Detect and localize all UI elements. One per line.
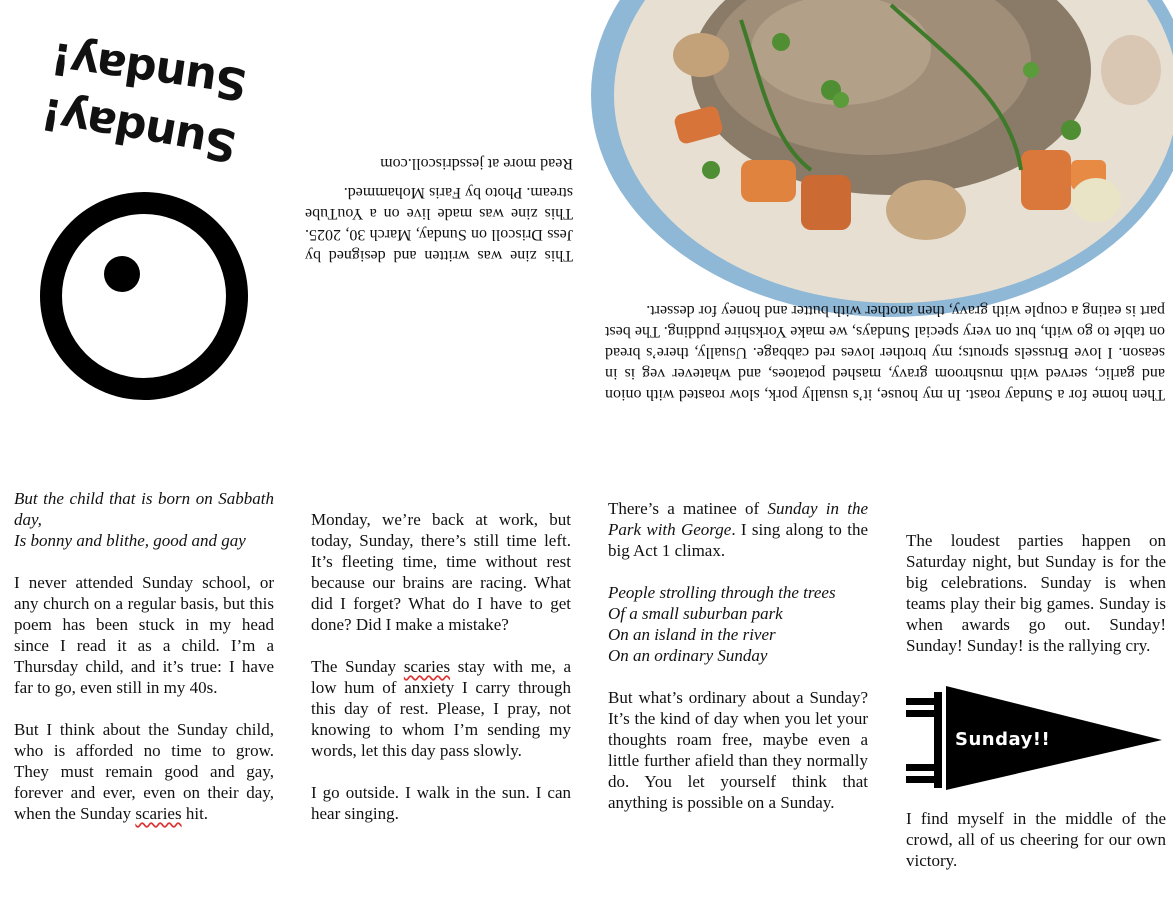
- roast-paragraph: Then home for a Sunday roast. In my house, it’s usually pork, slow roasted with onion and garlic, served with mushroom gravy, mashed potatoes, and whatever veg is in season. I love Brussels sprouts; my brother loves red cabbage. Usually, there’s bread on table to go with, but on very special Sundays, we make Yorkshire pudding. The best part is eating a couple with gravy, then another with butter and honey for dessert.: [605, 302, 1165, 403]
- read-more-text: Read more at jessdriscoll.com: [380, 155, 573, 172]
- sun-symbol-dot: [104, 256, 140, 292]
- col3-paragraph-1-start: There’s a matinee of: [608, 499, 768, 518]
- column-2: [311, 509, 571, 845]
- column-1: [14, 488, 274, 845]
- col1-paragraph-2: [14, 719, 274, 824]
- column-4-lower: [906, 808, 1166, 892]
- roast-dinner-photo: [591, 0, 1173, 318]
- col4-paragraph-1: The loudest parties happen on Saturday night, but Sunday is for the big celebrations. Sunday is when teams play their big games. Sunday is when awards go out. Sunday! Sunday! Sunday! is the rallying cry.: [906, 531, 1166, 655]
- col1-paragraph-2-end: hit.: [181, 804, 209, 823]
- poem-line-1: But the child that is born on Sabbath day,: [14, 489, 274, 529]
- cover-title-text-2: Sunday!: [38, 87, 241, 172]
- pennant-label: Sunday!!: [955, 729, 1051, 750]
- col1-paragraph-1: I never attended Sunday school, or any church on a regular basis, but this poem has been stuck in my head since I read it as a child. I’m a Thursday child, and it’s true: I have far to go, even still in my 40s.: [14, 573, 274, 697]
- col3-paragraph-1: [608, 498, 868, 561]
- col2-paragraph-2: [311, 656, 571, 761]
- sun-symbol-icon: [40, 192, 248, 400]
- credits-paragraph: This zine was written and designed by Jess Driscoll on Sunday, March 30, 2025. This zine was made live on a YouTube stream. Photo by Faris Mohammed.: [305, 184, 573, 264]
- musical-title: Sunday in the Park with George: [608, 499, 868, 539]
- col2-paragraph-1: Monday, we’re back at work, but today, Sunday, there’s still time left. It’s fleeting time, time without rest because our brains are racing. What did I forget? What do I have to get done? Did I make a mistake?: [311, 510, 571, 634]
- col3-paragraph-2: But what’s ordinary about a Sunday? It’s the kind of day when you let your thoughts roam free, maybe even a little further afield than they normally do. You let yourself think that anything is possible on a Sunday.: [608, 688, 868, 812]
- col2-spellcheck-word: scaries: [403, 657, 451, 676]
- column-3: [608, 498, 868, 834]
- col2-paragraph-2-start: The Sunday: [311, 657, 404, 676]
- col1-paragraph-2-text: But I think about the Sunday child, who is afforded no time to grow. They must remain good and gay, forever and ever, even on their day, when the Sunday: [14, 720, 274, 823]
- col2-paragraph-2-end: stay with me, a low hum of anxiety I carry through this day of rest. Please, I pray, not knowing to whom I’m sending my words, let this day pass slowly.: [311, 657, 571, 760]
- lyric-line-3: On an island in the river: [608, 625, 776, 644]
- column-4: [906, 530, 1166, 656]
- lyric-line-4: On an ordinary Sunday: [608, 646, 768, 665]
- col4-paragraph-2: I find myself in the middle of the crowd, all of us cheering for our own victory.: [906, 809, 1166, 870]
- poem-line-2: Is bonny and blithe, good and gay: [14, 531, 246, 550]
- lyric-line-1: People strolling through the trees: [608, 583, 836, 602]
- lyric-line-2: Of a small suburban park: [608, 604, 783, 623]
- poem-verse: [14, 488, 274, 551]
- cover-title-text-1: Sunday!: [48, 31, 251, 110]
- col3-paragraph-1-end: . I sing along to the big Act 1 climax.: [608, 520, 868, 560]
- col2-paragraph-3: I go outside. I walk in the sun. I can hear singing.: [311, 783, 571, 823]
- roast-paragraph-block: [605, 300, 1165, 405]
- credits-block: [305, 145, 573, 266]
- col1-spellcheck-word: scaries: [135, 804, 182, 823]
- roast-photo-illustration: [591, 0, 1173, 318]
- song-lyrics: [608, 582, 868, 666]
